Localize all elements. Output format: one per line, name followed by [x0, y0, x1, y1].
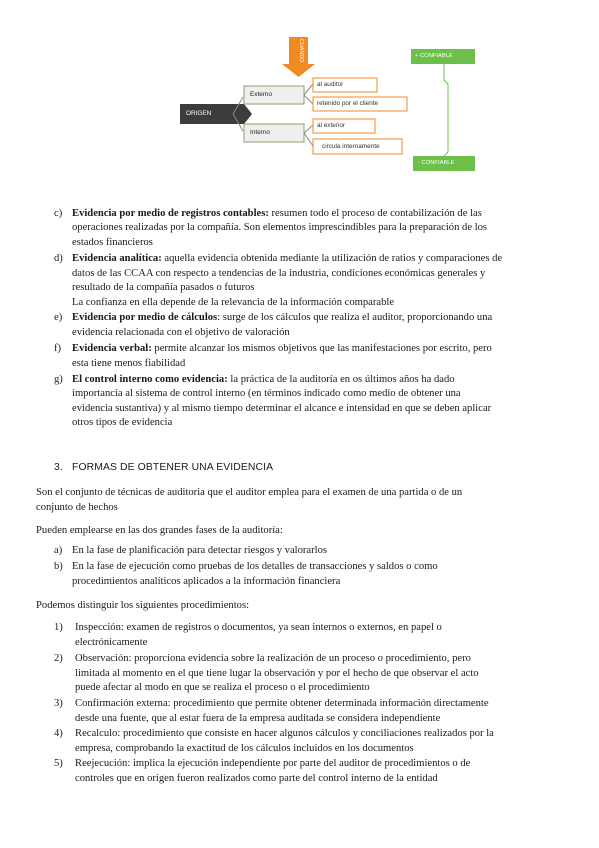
list-item-line [72, 311, 492, 326]
list-item: En la fase de planificación para detectar riesgos y valorarlos [72, 545, 328, 556]
list-item: electrónicamente [75, 636, 148, 648]
list-item: limitada al momento en el que tiene lugar la observación y por el hecho de que observar el acto [75, 667, 479, 679]
evidence-term: El control interno como evidencia: [72, 373, 228, 385]
list-item-line: La confianza en ella depende de la relevancia de la información comparable [72, 296, 395, 308]
list-marker: g) [54, 373, 63, 385]
cuando-arrow-head [282, 64, 315, 77]
int-item-1: al exterior [317, 122, 346, 129]
evidence-source-diagram [0, 0, 599, 200]
list-item-line: importancia al sistema de control interno (en términos indicado como medio de obtener una [72, 388, 461, 399]
list-item: controles que en origen fueron realizados como parte del control interno de la entidad [75, 772, 438, 784]
evidence-text: permite alcanzar los mismos objetivos que las manifestaciones por escrito, pero [151, 343, 492, 354]
list-marker: 2) [54, 653, 63, 664]
confiable-bottom-label: - CONFIABLE [418, 160, 455, 166]
connector-externo-2 [304, 95, 313, 104]
evidence-text: : surge de los cálculos que realiza el auditor, proporcionando una [217, 312, 493, 323]
list-marker: f) [54, 343, 62, 354]
list-item-line [72, 373, 455, 388]
list-item-line: resultado de la compañía pasados o futuros [72, 282, 255, 293]
list-item: desde una fuente, que al estar fuera de la empresa auditada se considera independiente [75, 712, 441, 724]
intro-line: Son el conjunto de técnicas de auditoria que el auditor emplea para el examen de una partida o de un [36, 487, 463, 498]
evidence-term: Evidencia por medio de registros contables: [72, 208, 269, 219]
connector-interno-2 [304, 133, 313, 146]
phases-intro: Pueden emplearse en las dos grandes fases de la auditoría: [36, 525, 283, 536]
list-item-line [72, 207, 482, 222]
list-item-line [72, 252, 502, 267]
evidence-text: resumen todo el proceso de contabilización de las [268, 208, 482, 219]
procedures-intro: Podemos distinguir los siguientes procedimientos: [36, 600, 250, 611]
ext-item-1: al auditor [317, 81, 344, 88]
confiable-bracket [444, 64, 448, 156]
list-item: Confirmación externa: procedimiento que permite obtener determinada información directamente [75, 698, 489, 709]
list-marker: d) [54, 253, 63, 264]
list-item: Inspección: examen de registros o documentos, ya sean internos o externos, en papel o [75, 622, 442, 633]
evidence-term: Evidencia verbal: [72, 343, 152, 354]
externo-label: Externo [250, 91, 273, 98]
list-item: Recalculo: procedimiento que consiste en hacer algunos cálculos y conciliaciones realizados por la [75, 728, 494, 739]
list-item-line: otros tipos de evidencia [72, 417, 173, 428]
section-number: 3. [54, 462, 63, 473]
list-marker: 5) [54, 758, 63, 769]
section-title: FORMAS DE OBTENER UNA EVIDENCIA [72, 462, 274, 473]
interno-label: Interno [250, 129, 270, 136]
origen-arrow-tip [244, 104, 252, 124]
list-item: Observación: proporciona evidencia sobre la realización de un proceso o procedimiento, pero [75, 653, 471, 664]
evidence-term: Evidencia analítica: [72, 253, 162, 264]
cuando-arrow-label: CUÁNDO [298, 39, 304, 63]
list-marker: b) [54, 561, 63, 572]
list-item-line: evidencia relacionada con el objetivo de valoración [72, 326, 290, 338]
list-item-line: evidencia sustantiva) y al mismo tiempo determinar el alcance e intensidad en que se deben aplicar [72, 402, 492, 414]
evidence-text: aquella evidencia obtenida mediante la utilización de ratios y comparaciones de [161, 253, 503, 264]
origen-label: ORIGEN [186, 110, 212, 117]
list-item: empresa, comprobando la exactitud de los cálculos incluidos en los documentos [75, 742, 414, 754]
list-marker: 1) [54, 622, 63, 633]
ext-item-2: retenido por el cliente [317, 100, 379, 107]
list-marker: e) [54, 312, 63, 323]
list-item-line: esta tiene menos fiabilidad [72, 357, 186, 369]
list-item: puede afectar al modo en que se realiza el proceso o el procedimiento [75, 682, 370, 693]
int-item-2: circula internamente [322, 143, 380, 150]
list-item-line: datos de las CCAA con respecto a tendencias de la industria, condiciones económicas generales y [72, 267, 486, 279]
intro-line: conjunto de hechos [36, 501, 118, 513]
list-marker: c) [54, 208, 63, 219]
list-item: En la fase de ejecución como pruebas de los detalles de transacciones y saldos o como [72, 561, 438, 572]
diagram-canvas [0, 0, 599, 200]
connector-interno-1 [304, 125, 313, 133]
list-item-line: operaciones realizadas por la compañía. Son elementos imprescindibles para la preparación de los [72, 222, 488, 233]
connector-externo-1 [304, 84, 313, 95]
evidence-term: Evidencia por medio de cálculos [72, 312, 218, 323]
list-item-line: estados financieros [72, 236, 153, 248]
list-item: procedimientos analíticos aplicados a la información financiera [72, 575, 341, 587]
evidence-text: la práctica de la auditoría en os últimos años ha dado [227, 373, 455, 385]
list-marker: 3) [54, 698, 63, 709]
list-marker: a) [54, 545, 63, 556]
list-item: Reejecución: implica la ejecución independiente por parte del auditor de procedimientos o de [75, 758, 471, 769]
confiable-top-label: + CONFIABLE [415, 53, 453, 59]
list-item-line [72, 342, 492, 357]
list-marker: 4) [54, 728, 63, 739]
